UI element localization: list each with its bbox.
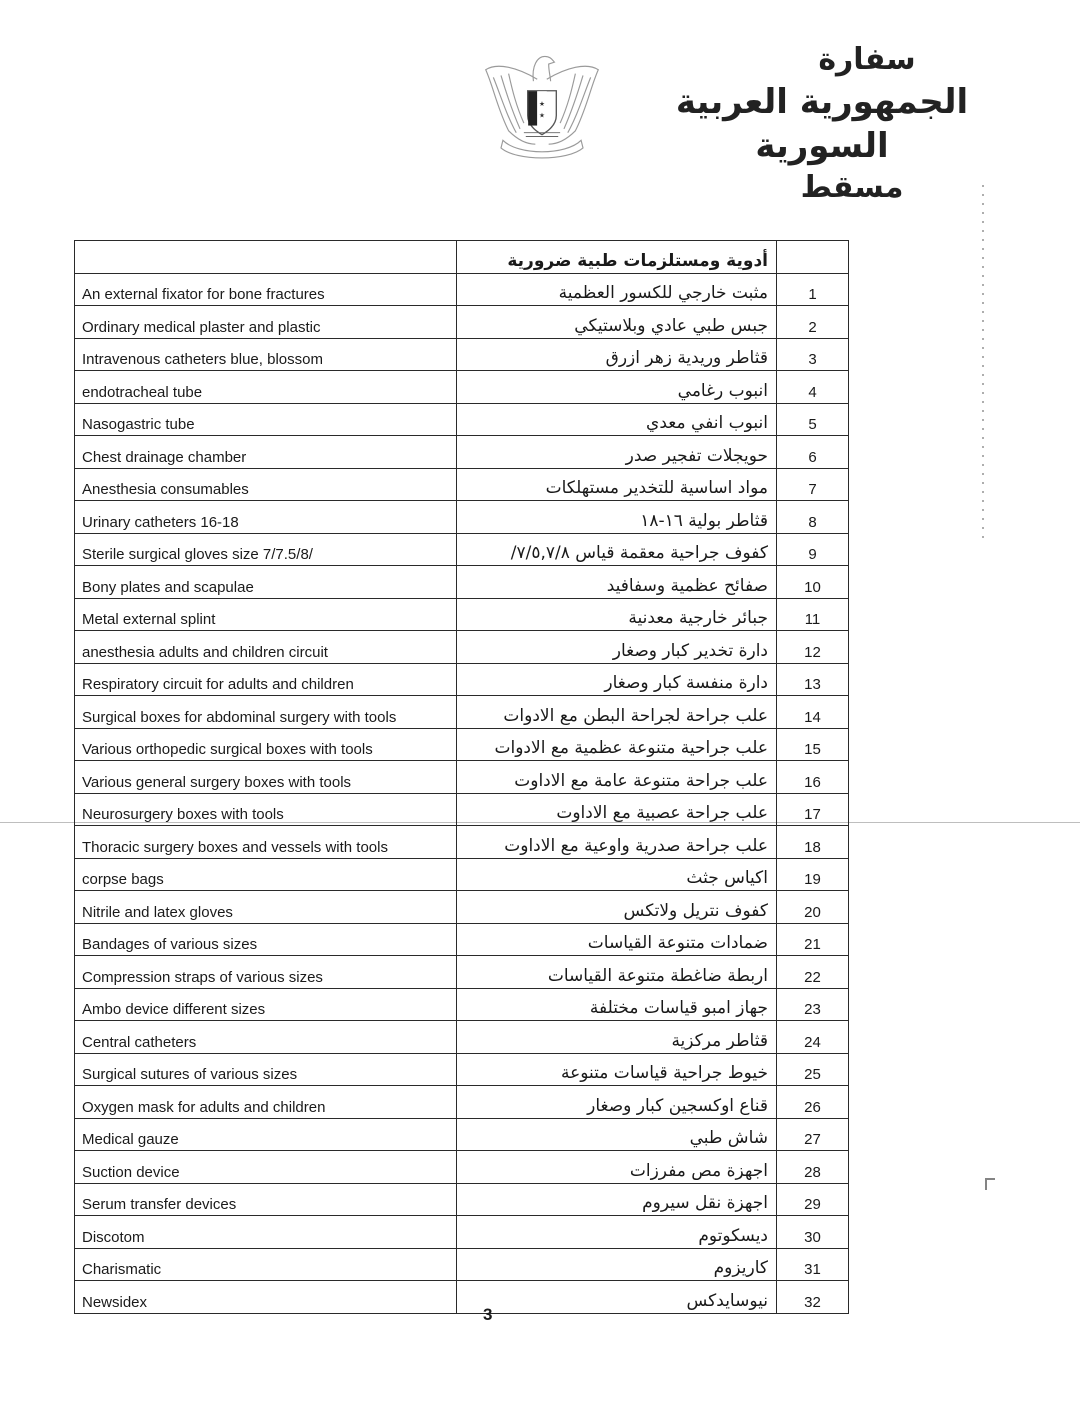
- item-number: 2: [777, 306, 849, 339]
- arabic-description: قثاطر مركزية: [457, 1021, 777, 1054]
- english-description: Anesthesia consumables: [75, 468, 457, 501]
- english-description: Surgical sutures of various sizes: [75, 1053, 457, 1086]
- item-number: 26: [777, 1086, 849, 1119]
- arabic-description: مثبت خارجي للكسور العظمية: [457, 273, 777, 306]
- table-row: [75, 696, 849, 729]
- item-number: 13: [777, 663, 849, 696]
- table-row: [75, 1151, 849, 1184]
- table-row: [75, 1216, 849, 1249]
- english-description: Newsidex: [75, 1281, 457, 1314]
- item-number: 8: [777, 501, 849, 534]
- table-row: [75, 273, 849, 306]
- item-number: 19: [777, 858, 849, 891]
- arabic-description: قثاطر بولية ١٦-١٨: [457, 501, 777, 534]
- item-number: 27: [777, 1118, 849, 1151]
- item-number: 4: [777, 371, 849, 404]
- arabic-description: دارة منفسة كبار وصغار: [457, 663, 777, 696]
- english-description: Serum transfer devices: [75, 1183, 457, 1216]
- table-row: [75, 663, 849, 696]
- scan-artifact-dotted-edge: [982, 185, 984, 545]
- table-row: [75, 598, 849, 631]
- item-number: 23: [777, 988, 849, 1021]
- item-number: 10: [777, 566, 849, 599]
- english-description: Nitrile and latex gloves: [75, 891, 457, 924]
- letterhead-country: الجمهورية العربية السورية: [675, 82, 969, 166]
- table-row: [75, 566, 849, 599]
- arabic-description: اجهزة مص مفرزات: [457, 1151, 777, 1184]
- english-description: Bandages of various sizes: [75, 923, 457, 956]
- item-number: 14: [777, 696, 849, 729]
- english-description: Surgical boxes for abdominal surgery with tools: [75, 696, 457, 729]
- table-row: [75, 631, 849, 664]
- item-number: 30: [777, 1216, 849, 1249]
- table-row: [75, 533, 849, 566]
- item-number: 5: [777, 403, 849, 436]
- item-number: 15: [777, 728, 849, 761]
- item-number: 12: [777, 631, 849, 664]
- table-row: [75, 1021, 849, 1054]
- item-number: 25: [777, 1053, 849, 1086]
- english-description: Compression straps of various sizes: [75, 956, 457, 989]
- table-header-row: [75, 241, 849, 274]
- table-row: [75, 371, 849, 404]
- table-row: [75, 1281, 849, 1314]
- table-row: [75, 403, 849, 436]
- arabic-description: صفائح عظمية وسفافيد: [457, 566, 777, 599]
- arabic-description: جبس طبي عادي وبلاستيكي: [457, 306, 777, 339]
- arabic-description: انبوب انفي معدي: [457, 403, 777, 436]
- item-number: 32: [777, 1281, 849, 1314]
- table-row: [75, 436, 849, 469]
- arabic-description: دارة تخدير كبار وصغار: [457, 631, 777, 664]
- table-row: [75, 826, 849, 859]
- letterhead-city: مسقط: [800, 170, 904, 205]
- english-description: Suction device: [75, 1151, 457, 1184]
- item-number: 16: [777, 761, 849, 794]
- embassy-letterhead: [642, 40, 1002, 208]
- table-row: [75, 761, 849, 794]
- table-row: [75, 468, 849, 501]
- english-description: Discotom: [75, 1216, 457, 1249]
- table-row: [75, 891, 849, 924]
- scan-artifact-mark: [985, 1178, 995, 1190]
- arabic-description: اجهزة نقل سيروم: [457, 1183, 777, 1216]
- item-number: 9: [777, 533, 849, 566]
- english-description: Central catheters: [75, 1021, 457, 1054]
- medical-supplies-table: [74, 240, 849, 1314]
- table-row: [75, 501, 849, 534]
- table-row: [75, 1118, 849, 1151]
- item-number: 11: [777, 598, 849, 631]
- arabic-description: علب جراحة صدرية واوعية مع الاداوت: [457, 826, 777, 859]
- item-number: 18: [777, 826, 849, 859]
- item-number: 1: [777, 273, 849, 306]
- english-description: Charismatic: [75, 1248, 457, 1281]
- english-description: Urinary catheters 16-18: [75, 501, 457, 534]
- header-english: [75, 241, 457, 274]
- table-row: [75, 1053, 849, 1086]
- arabic-description: نيوسايدكس: [457, 1281, 777, 1314]
- table-row: [75, 988, 849, 1021]
- arabic-description: كاريزوم: [457, 1248, 777, 1281]
- english-description: An external fixator for bone fractures: [75, 273, 457, 306]
- english-description: Metal external splint: [75, 598, 457, 631]
- english-description: Neurosurgery boxes with tools: [75, 793, 457, 826]
- english-description: Medical gauze: [75, 1118, 457, 1151]
- arabic-description: حويجلات تفجير صدر: [457, 436, 777, 469]
- item-number: 29: [777, 1183, 849, 1216]
- english-description: Intravenous catheters blue, blossom: [75, 338, 457, 371]
- item-number: 31: [777, 1248, 849, 1281]
- table-row: [75, 1086, 849, 1119]
- item-number: 28: [777, 1151, 849, 1184]
- table-row: [75, 793, 849, 826]
- item-number: 6: [777, 436, 849, 469]
- arabic-description: كفوف جراحية معقمة قياس ٧/٥,٧/٨/: [457, 533, 777, 566]
- arabic-description: ديسكوتوم: [457, 1216, 777, 1249]
- table-row: [75, 1248, 849, 1281]
- arabic-description: علب جراحية متنوعة عظمية مع الادوات: [457, 728, 777, 761]
- table-row: [75, 923, 849, 956]
- english-description: endotracheal tube: [75, 371, 457, 404]
- table-row: [75, 1183, 849, 1216]
- arabic-description: قناع اوكسجين كبار وصغار: [457, 1086, 777, 1119]
- english-description: Bony plates and scapulae: [75, 566, 457, 599]
- item-number: 20: [777, 891, 849, 924]
- english-description: Thoracic surgery boxes and vessels with tools: [75, 826, 457, 859]
- arabic-description: اكياس جثث: [457, 858, 777, 891]
- arabic-description: علب جراحة عصبية مع الاداوت: [457, 793, 777, 826]
- arabic-description: انبوب رغامي: [457, 371, 777, 404]
- item-number: 17: [777, 793, 849, 826]
- svg-text:★: ★: [539, 101, 545, 108]
- english-description: Ordinary medical plaster and plastic: [75, 306, 457, 339]
- english-description: Nasogastric tube: [75, 403, 457, 436]
- table-title-arabic: أدوية ومستلزمات طبية ضرورية: [457, 241, 777, 274]
- english-description: Sterile surgical gloves size 7/7.5/8/: [75, 533, 457, 566]
- arabic-description: علب جراحة لجراحة البطن مع الادوات: [457, 696, 777, 729]
- english-description: corpse bags: [75, 858, 457, 891]
- english-description: Various general surgery boxes with tools: [75, 761, 457, 794]
- english-description: Various orthopedic surgical boxes with tools: [75, 728, 457, 761]
- item-number: 21: [777, 923, 849, 956]
- english-description: anesthesia adults and children circuit: [75, 631, 457, 664]
- arabic-description: كفوف نتريل ولاتكس: [457, 891, 777, 924]
- item-number: 22: [777, 956, 849, 989]
- english-description: Respiratory circuit for adults and children: [75, 663, 457, 696]
- arabic-description: شاش طبي: [457, 1118, 777, 1151]
- arabic-description: علب جراحة متنوعة عامة مع الاداوت: [457, 761, 777, 794]
- arabic-description: جبائر خارجية معدنية: [457, 598, 777, 631]
- arabic-description: قثاطر وريدية زهر ازرق: [457, 338, 777, 371]
- arabic-description: خيوط جراحية قياسات متنوعة: [457, 1053, 777, 1086]
- english-description: Ambo device different sizes: [75, 988, 457, 1021]
- table-row: [75, 306, 849, 339]
- table-row: [75, 728, 849, 761]
- header-number: [777, 241, 849, 274]
- arabic-description: جهاز امبو قياسات مختلفة: [457, 988, 777, 1021]
- table-row: [75, 338, 849, 371]
- item-number: 7: [777, 468, 849, 501]
- english-description: Chest drainage chamber: [75, 436, 457, 469]
- item-number: 3: [777, 338, 849, 371]
- table-row: [75, 956, 849, 989]
- item-number: 24: [777, 1021, 849, 1054]
- syrian-eagle-coat-of-arms-icon: [480, 48, 604, 164]
- svg-text:★: ★: [539, 112, 545, 120]
- table-row: [75, 858, 849, 891]
- english-description: Oxygen mask for adults and children: [75, 1086, 457, 1119]
- page-number: 3: [483, 1305, 493, 1324]
- arabic-description: مواد اساسية للتخدير مستهلكات: [457, 468, 777, 501]
- letterhead-embassy: سفارة: [818, 42, 916, 77]
- arabic-description: اربطة ضاغطة متنوعة القياسات: [457, 956, 777, 989]
- arabic-description: ضمادات متنوعة القياسات: [457, 923, 777, 956]
